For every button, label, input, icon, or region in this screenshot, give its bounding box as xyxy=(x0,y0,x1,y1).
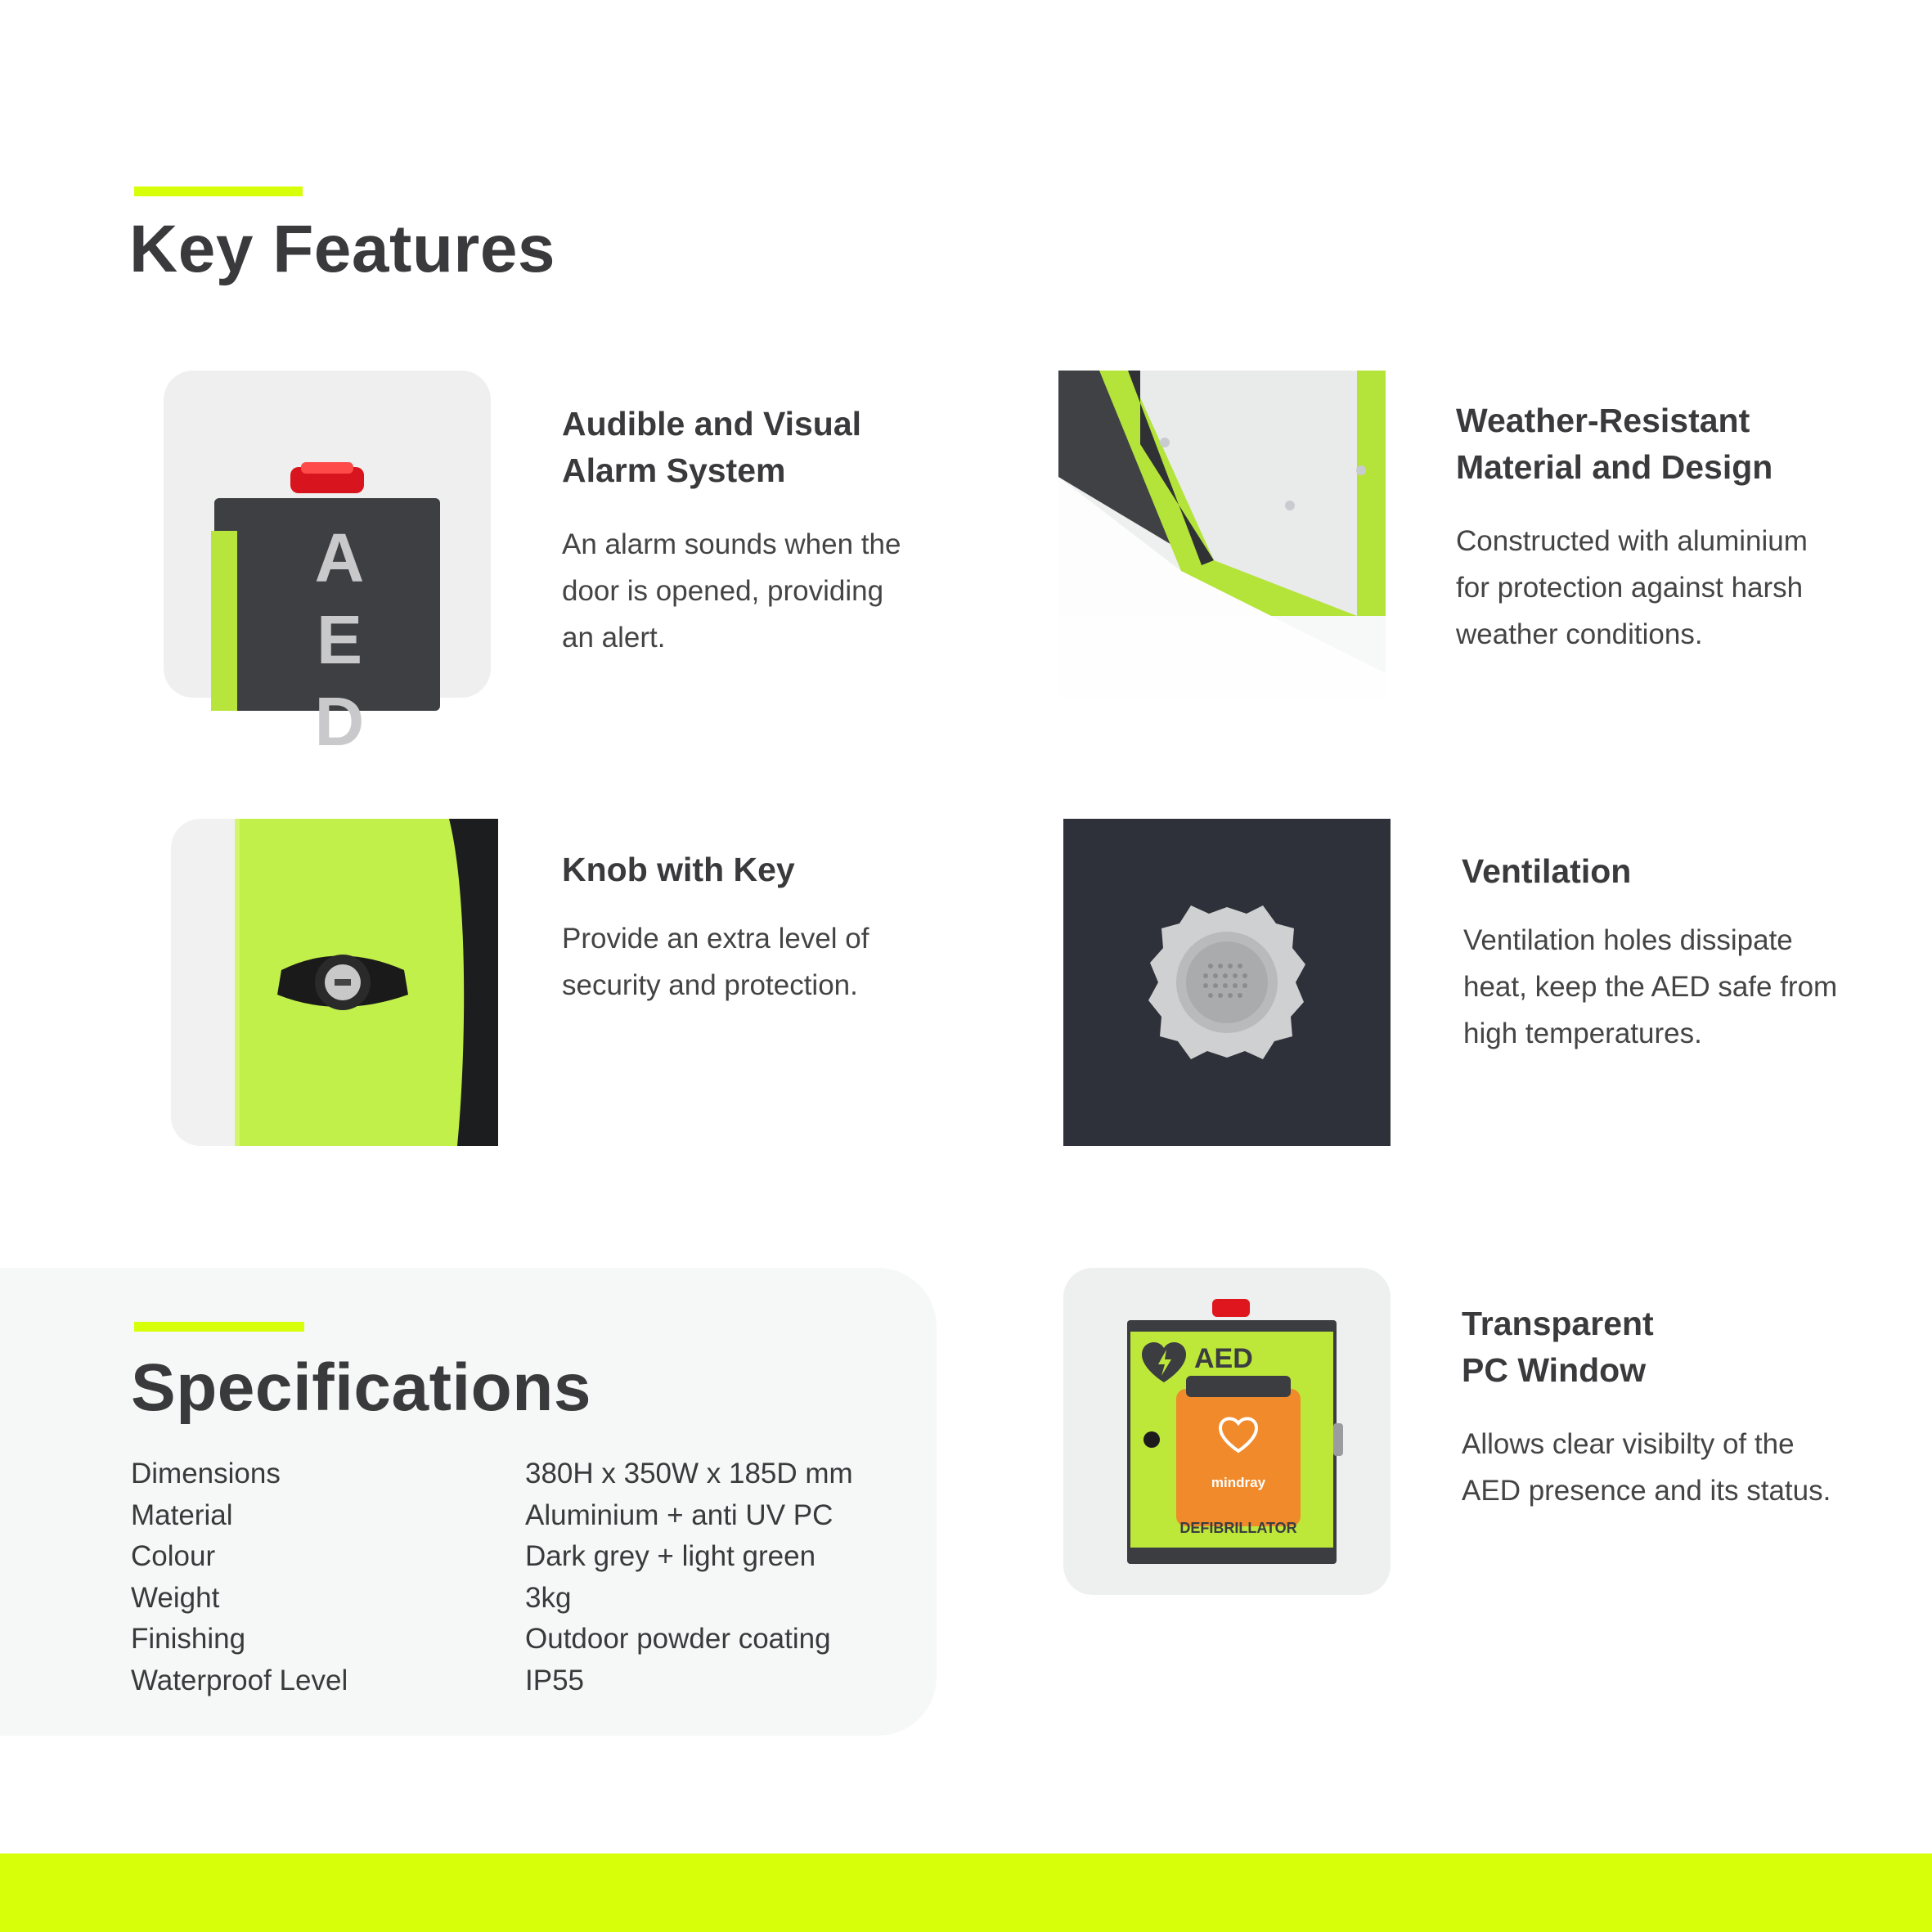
spec-label: Finishing xyxy=(131,1623,246,1655)
knob-desc-line1: Provide an extra level of xyxy=(562,923,869,955)
ventilation-title-line1: Ventilation xyxy=(1462,852,1632,890)
weather-desc-line1: Constructed with aluminium xyxy=(1456,525,1808,557)
spec-label: Waterproof Level xyxy=(131,1665,348,1696)
weather-feature-image xyxy=(1058,371,1386,698)
spec-value: IP55 xyxy=(525,1665,584,1696)
aed-letter-d: D xyxy=(314,683,365,760)
pc-window-title-line2: PC Window xyxy=(1462,1351,1647,1389)
spec-row-dimensions xyxy=(131,1458,853,1498)
key-knob-icon xyxy=(171,819,498,1146)
spec-row-colour xyxy=(131,1540,816,1581)
knob-feature-image xyxy=(171,819,498,1146)
pc-window-title-line1: Transparent xyxy=(1462,1305,1654,1342)
spec-label: Dimensions xyxy=(131,1458,281,1489)
alarm-title-line1: Audible and Visual xyxy=(562,405,862,443)
knob-title-line1: Knob with Key xyxy=(562,851,795,888)
alarm-light-icon xyxy=(164,371,491,760)
weather-feature-title xyxy=(1456,398,1881,491)
alarm-feature-description xyxy=(562,521,987,661)
pc-window-feature-image xyxy=(1063,1268,1391,1595)
pc-window-feature-title xyxy=(1462,1301,1887,1394)
spec-label: Colour xyxy=(131,1540,216,1572)
aed-window-label: AED xyxy=(1194,1343,1253,1374)
alarm-desc-line3: an alert. xyxy=(562,622,666,654)
spec-row-finishing xyxy=(131,1623,831,1664)
pc-window-desc-line2: AED presence and its status. xyxy=(1462,1475,1831,1507)
aed-letter-a: A xyxy=(314,519,365,596)
spec-value: Aluminium + anti UV PC xyxy=(525,1499,833,1531)
knob-desc-line2: security and protection. xyxy=(562,969,858,1001)
defibrillator-label: DEFIBRILLATOR xyxy=(1179,1520,1297,1536)
weather-feature-description xyxy=(1456,518,1881,658)
key-features-heading: Key Features xyxy=(129,212,556,286)
ventilation-feature-image xyxy=(1063,819,1391,1146)
pc-window-desc-line1: Allows clear visibilty of the xyxy=(1462,1428,1795,1460)
aed-letter-e: E xyxy=(316,601,363,678)
ventilation-desc-line3: high temperatures. xyxy=(1463,1018,1702,1049)
knob-feature-title xyxy=(562,847,987,893)
spec-label: Material xyxy=(131,1499,233,1531)
ventilation-feature-title xyxy=(1462,848,1887,895)
spec-label: Weight xyxy=(131,1582,220,1614)
alarm-feature-title xyxy=(562,401,987,494)
spec-row-weight xyxy=(131,1582,572,1623)
alarm-title-line2: Alarm System xyxy=(562,452,786,489)
ventilation-desc-line2: heat, keep the AED safe from xyxy=(1463,971,1838,1003)
specifications-panel xyxy=(0,1268,937,1736)
weather-desc-line3: weather conditions. xyxy=(1456,618,1703,650)
spec-value: Outdoor powder coating xyxy=(525,1623,831,1655)
pc-window-feature-description xyxy=(1462,1421,1887,1514)
aed-cabinet-icon xyxy=(1063,1268,1391,1595)
spec-value: 380H x 350W x 185D mm xyxy=(525,1458,853,1489)
spec-value: Dark grey + light green xyxy=(525,1540,816,1572)
spec-row-waterproof-level xyxy=(131,1665,584,1705)
alarm-desc-line1: An alarm sounds when the xyxy=(562,528,901,560)
ventilation-desc-line1: Ventilation holes dissipate xyxy=(1463,924,1793,956)
alarm-desc-line2: door is opened, providing xyxy=(562,575,884,607)
spec-row-material xyxy=(131,1499,833,1540)
weather-title-line1: Weather-Resistant xyxy=(1456,402,1750,439)
spec-value: 3kg xyxy=(525,1582,572,1614)
specifications-heading: Specifications xyxy=(131,1350,591,1425)
mindray-brand-label: mindray xyxy=(1211,1475,1266,1490)
footer-accent-band xyxy=(0,1853,1932,1932)
knob-feature-description xyxy=(562,915,987,1009)
weather-desc-line2: for protection against harsh xyxy=(1456,572,1804,604)
alarm-feature-image xyxy=(164,371,491,760)
heading-accent-bar xyxy=(134,186,303,196)
ventilation-feature-description xyxy=(1463,917,1889,1057)
vent-icon xyxy=(1063,819,1391,1146)
specifications-accent-bar xyxy=(134,1322,304,1332)
weather-title-line2: Material and Design xyxy=(1456,448,1773,486)
cabinet-frame-icon xyxy=(1058,371,1386,698)
